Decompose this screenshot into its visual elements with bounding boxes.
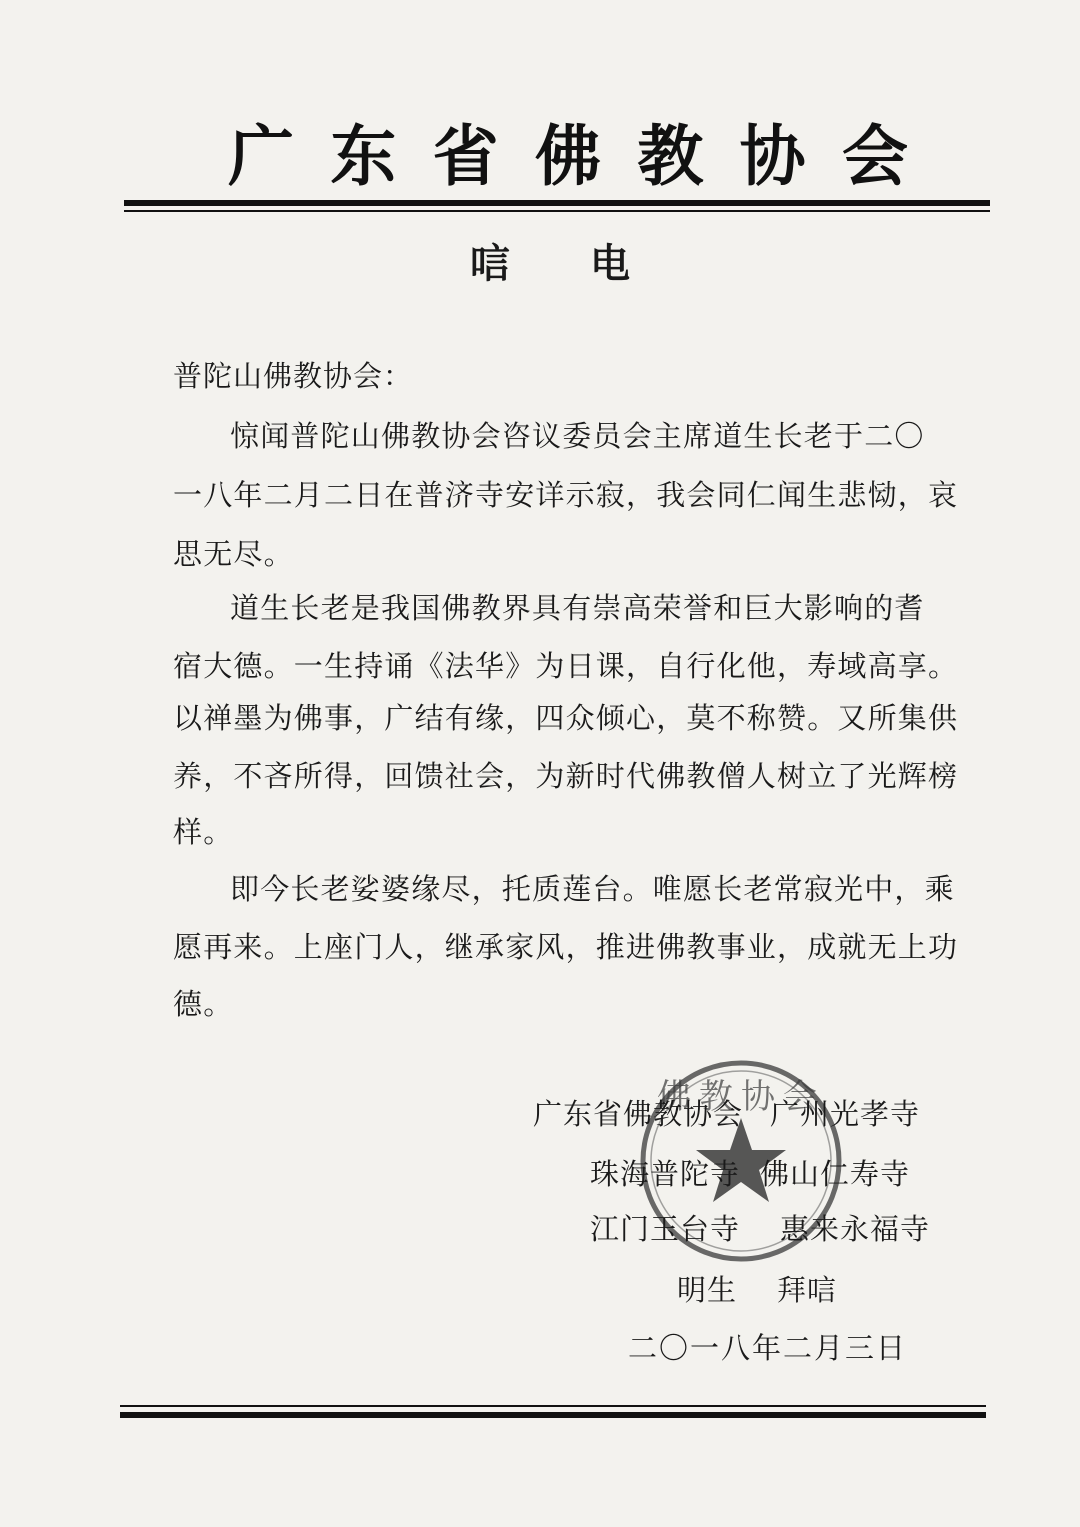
paragraph-line: 宿大德。一生持诵《法华》为日课，自行化他，寿域高享。 <box>173 649 959 683</box>
signatory: 广东省佛教协会 <box>533 1097 744 1131</box>
letterhead-char: 东 <box>330 116 397 195</box>
letterhead-char: 广 <box>228 116 294 195</box>
signatory: 佛山仁寿寺 <box>760 1157 911 1191</box>
letterhead-char: 佛 <box>534 116 601 195</box>
letterhead-rule-thick <box>124 200 990 206</box>
salutation: 普陀山佛教协会： <box>173 359 414 393</box>
document-title-char: 电 <box>590 239 630 287</box>
paragraph-line: 思无尽。 <box>173 537 294 571</box>
signer-name: 明生 <box>677 1273 738 1307</box>
paragraph-line: 道生长老是我国佛教界具有崇高荣誉和巨大影响的耆 <box>230 591 925 625</box>
letterhead-title <box>228 110 908 195</box>
letterhead-char: 教 <box>637 116 704 195</box>
footer-rule-thin <box>120 1405 986 1407</box>
paragraph-line: 德。 <box>173 987 234 1021</box>
signer-closing: 拜唁 <box>777 1273 838 1307</box>
document-date: 二〇一八年二月三日 <box>628 1331 908 1365</box>
signatory: 惠来永福寺 <box>780 1212 931 1246</box>
paragraph-line: 样。 <box>173 815 234 849</box>
signatory: 珠海普陀寺 <box>590 1157 741 1191</box>
letterhead-char: 省 <box>432 116 499 195</box>
document-title-char: 唁 <box>470 239 510 287</box>
footer-rule-thick <box>120 1412 986 1418</box>
paragraph-line: 惊闻普陀山佛教协会咨议委员会主席道生长老于二〇 <box>230 419 925 453</box>
document-title <box>470 232 630 288</box>
letterhead-char: 协 <box>739 116 806 195</box>
paragraph-line: 以禅墨为佛事，广结有缘，四众倾心，莫不称赞。又所集供 <box>173 701 959 735</box>
letterhead-char: 会 <box>841 116 908 195</box>
paragraph-line: 即今长老娑婆缘尽，托质莲台。唯愿长老常寂光中，乘 <box>230 872 955 906</box>
signatory: 广州光孝寺 <box>770 1097 921 1131</box>
seal-text: 佛教协会 <box>657 1077 825 1117</box>
paragraph-line: 养，不吝所得，回馈社会，为新时代佛教僧人树立了光辉榜 <box>173 759 959 793</box>
paragraph-line: 愿再来。上座门人，继承家风，推进佛教事业，成就无上功 <box>173 930 959 964</box>
paragraph-line: 一八年二月二日在普济寺安详示寂，我会同仁闻生悲恸，哀 <box>173 478 959 512</box>
letterhead-rule-thin <box>124 210 990 212</box>
signatory: 江门玉台寺 <box>590 1212 741 1246</box>
